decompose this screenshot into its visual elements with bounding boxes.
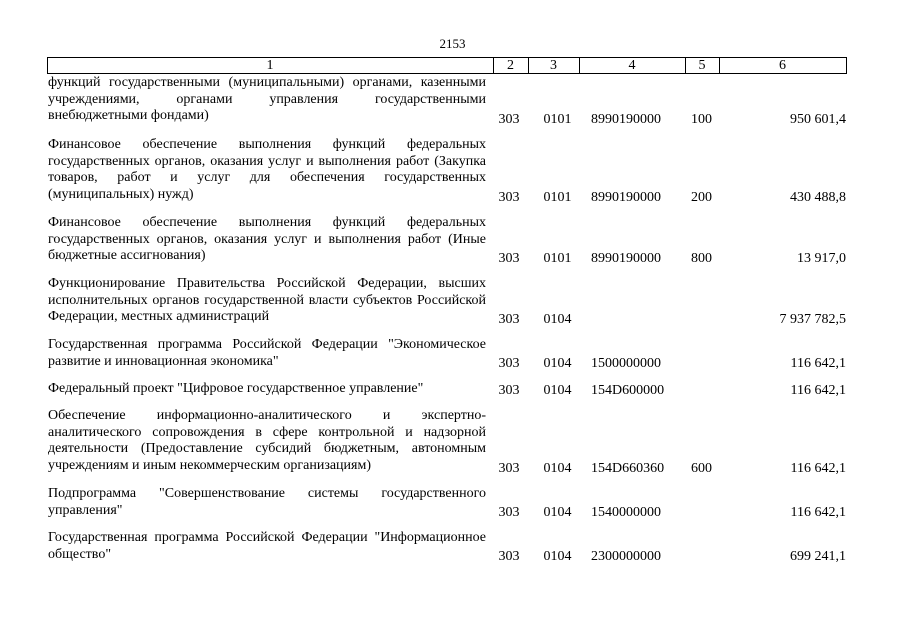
cell-col-6: 116 642,1 — [790, 355, 846, 371]
cell-col-3: 0104 — [543, 460, 572, 476]
cell-col-4: 8990190000 — [591, 250, 661, 266]
cell-col-4: 8990190000 — [591, 111, 661, 127]
cell-col-6: 13 917,0 — [797, 250, 846, 266]
cell-col-6: 7 937 782,5 — [779, 311, 846, 327]
table-row — [0, 530, 905, 565]
cell-col-5: 600 — [691, 460, 712, 476]
cell-col-3: 0104 — [543, 311, 572, 327]
cell-col-6: 116 642,1 — [790, 382, 846, 398]
header-col-4: 4 — [628, 58, 636, 73]
cell-col-5: 100 — [691, 111, 712, 127]
table-header — [47, 57, 847, 74]
cell-col-4: 154D600000 — [591, 382, 665, 398]
cell-col-3: 0104 — [543, 355, 572, 371]
cell-col-4: 2300000000 — [591, 548, 661, 564]
cell-col-6: 116 642,1 — [790, 504, 846, 520]
cell-col-4: 1500000000 — [591, 355, 661, 371]
cell-col-2: 303 — [498, 504, 520, 520]
header-col-3: 3 — [550, 58, 557, 73]
cell-col-2: 303 — [498, 111, 520, 127]
header-col-2: 2 — [507, 58, 514, 73]
cell-col-6: 950 601,4 — [790, 111, 846, 127]
row-description: Финансовое обеспечение выполнения функций федеральных государственных органов, оказания услуг и выполнения работ (Закупка товаров, работ и услуг для обеспечения государственных (муниципальных) нужд) — [48, 137, 486, 202]
table-row — [0, 486, 905, 521]
cell-col-6: 116 642,1 — [790, 460, 846, 476]
table-row — [0, 75, 905, 128]
header-col-5: 5 — [698, 58, 706, 73]
cell-col-2: 303 — [498, 311, 520, 327]
row-description: Функционирование Правительства Российской Федерации, высших исполнительных органов государственной власти субъектов Российской Федерации, местных администраций — [48, 276, 486, 324]
table-row — [0, 408, 905, 477]
row-description: функций государственными (муниципальными) органами, казенными учреждениями, органами управления государственными внебюджетными фондами) — [48, 75, 486, 123]
cell-col-5: 200 — [691, 189, 712, 205]
table-row — [0, 276, 905, 328]
row-description: Обеспечение информационно-аналитического и экспертно-аналитического сопровождения в сфере контрольной и надзорной деятельности (Предоставление субсидий бюджетным, автономным учреждениям и иным некоммерческим организациям) — [48, 408, 486, 473]
cell-col-3: 0104 — [543, 548, 572, 564]
cell-col-3: 0101 — [543, 250, 572, 266]
row-description: Финансовое обеспечение выполнения функций федеральных государственных органов, оказания услуг и выполнения работ (Иные бюджетные ассигнования) — [48, 215, 486, 263]
cell-col-3: 0104 — [543, 382, 572, 398]
table-row — [0, 337, 905, 372]
cell-col-2: 303 — [498, 382, 520, 398]
cell-col-6: 699 241,1 — [790, 548, 846, 564]
header-col-1: 1 — [266, 58, 274, 73]
cell-col-6: 430 488,8 — [790, 189, 846, 205]
cell-col-2: 303 — [498, 250, 520, 266]
cell-col-4: 154D660360 — [591, 460, 665, 476]
cell-col-3: 0101 — [543, 111, 572, 127]
table-row — [0, 381, 905, 399]
row-description: Подпрограмма "Совершенствование системы государственного управления" — [48, 486, 486, 518]
table-row — [0, 215, 905, 267]
cell-col-4: 1540000000 — [591, 504, 661, 520]
row-description: Государственная программа Российской Федерации "Информационное общество" — [48, 530, 486, 562]
cell-col-5: 800 — [691, 250, 712, 266]
cell-col-2: 303 — [498, 460, 520, 476]
table-row — [0, 137, 905, 206]
cell-col-2: 303 — [498, 355, 520, 371]
page-number: 2153 — [439, 36, 466, 51]
cell-col-3: 0104 — [543, 504, 572, 520]
row-description: Федеральный проект "Цифровое государственное управление" — [48, 381, 424, 396]
row-description: Государственная программа Российской Федерации "Экономическое развитие и инновационная экономика" — [48, 337, 486, 369]
cell-col-4: 8990190000 — [591, 189, 661, 205]
header-col-6: 6 — [779, 58, 786, 73]
header-divider — [846, 57, 847, 74]
cell-col-2: 303 — [498, 548, 520, 564]
cell-col-2: 303 — [498, 189, 520, 205]
cell-col-3: 0101 — [543, 189, 572, 205]
